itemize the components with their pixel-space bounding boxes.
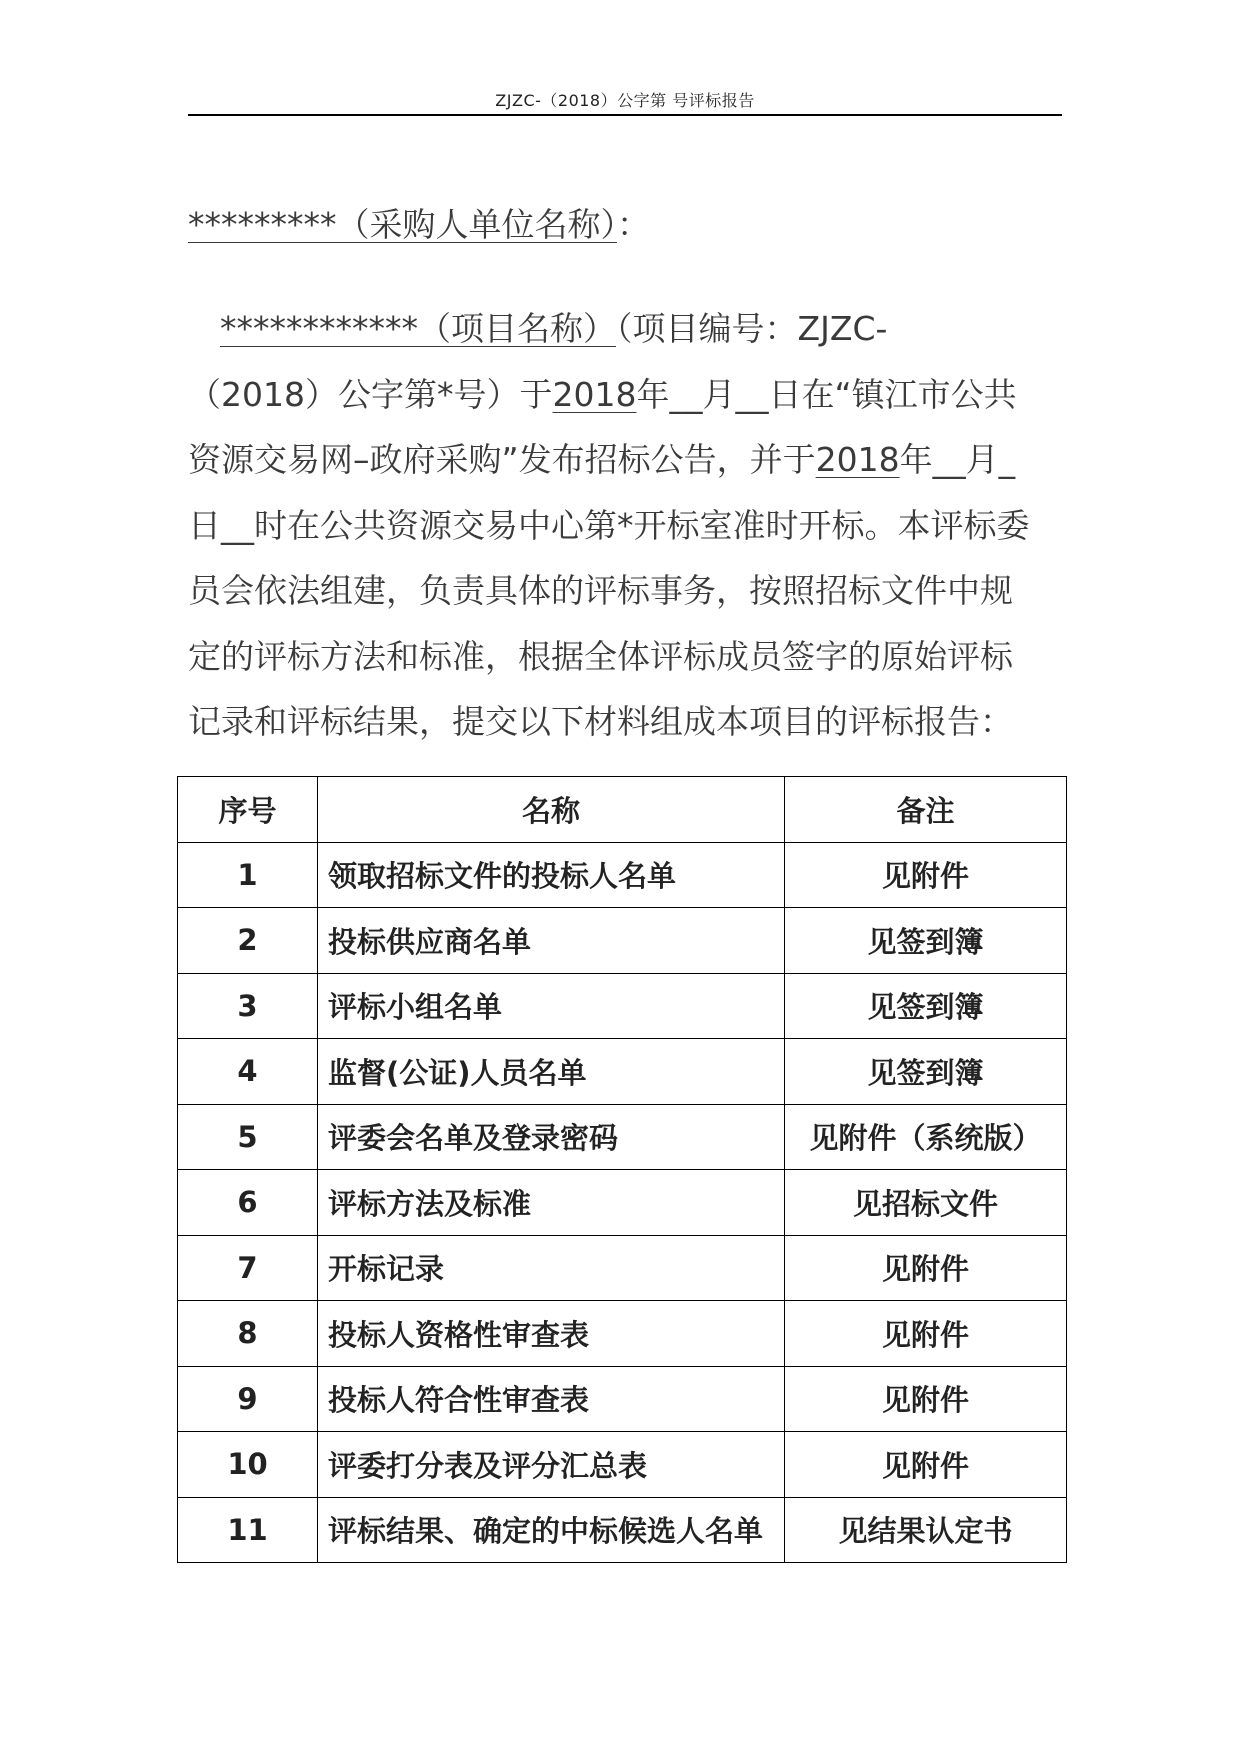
row-name: 监督(公证)人员名单 xyxy=(318,1039,785,1105)
paragraph-line-7: 记录和评标结果，提交以下材料组成本项目的评标报告： xyxy=(188,702,1013,741)
row-number: 8 xyxy=(178,1301,318,1367)
letter-paragraph xyxy=(188,296,1068,755)
table-row xyxy=(178,1104,1067,1170)
row-number: 1 xyxy=(178,842,318,908)
column-header-name: 名称 xyxy=(318,777,785,843)
row-note: 见附件 xyxy=(785,1366,1067,1432)
table-row xyxy=(178,1366,1067,1432)
row-name: 评委会名单及登录密码 xyxy=(318,1104,785,1170)
project-number-text: （项目编号：ZJZC- xyxy=(616,309,888,348)
row-note: 见附件 xyxy=(785,1432,1067,1498)
paragraph-line-3-end: 年__月_ xyxy=(899,440,1016,479)
row-number: 7 xyxy=(178,1235,318,1301)
table-row xyxy=(178,1497,1067,1563)
row-number: 11 xyxy=(178,1497,318,1563)
row-name: 评标方法及标准 xyxy=(318,1170,785,1236)
row-name: 投标人资格性审查表 xyxy=(318,1301,785,1367)
row-name: 评委打分表及评分汇总表 xyxy=(318,1432,785,1498)
opening-year: 2018 xyxy=(815,440,900,479)
row-number: 3 xyxy=(178,973,318,1039)
paragraph-line-6: 定的评标方法和标准，根据全体评标成员签字的原始评标 xyxy=(188,636,1013,676)
table-row xyxy=(178,1235,1067,1301)
paragraph-line-5: 员会依法组建，负责具体的评标事务，按照招标文件中规 xyxy=(188,571,1013,610)
table-row xyxy=(178,1301,1067,1367)
table-row xyxy=(178,1170,1067,1236)
announce-year: 2018 xyxy=(552,374,637,414)
table-row xyxy=(178,1039,1067,1105)
row-note: 见附件 xyxy=(785,842,1067,908)
row-note: 见附件（系统版） xyxy=(785,1104,1067,1170)
row-name: 投标人符合性审查表 xyxy=(318,1366,785,1432)
paragraph-line-2-end: 年__月__日在“镇江市公共 xyxy=(636,374,1017,414)
page-header-title: ZJZC-（2018）公字第 号评标报告 xyxy=(495,91,755,110)
row-number: 10 xyxy=(178,1432,318,1498)
table-row xyxy=(178,1432,1067,1498)
row-note: 见招标文件 xyxy=(785,1170,1067,1236)
row-name: 领取招标文件的投标人名单 xyxy=(318,842,785,908)
table-header-row xyxy=(178,777,1067,843)
column-header-number: 序号 xyxy=(178,777,318,843)
row-name: 投标供应商名单 xyxy=(318,908,785,974)
paragraph-line-2-start: （2018）公字第*号）于 xyxy=(188,374,553,414)
salutation-recipient: *********（采购人单位名称） xyxy=(188,205,617,244)
paragraph-line-4: 日__时在公共资源交易中心第*开标室准时开标。本评标委 xyxy=(188,505,1030,545)
table-row xyxy=(178,908,1067,974)
row-note: 见签到簿 xyxy=(785,1039,1067,1105)
row-note: 见附件 xyxy=(785,1301,1067,1367)
row-number: 2 xyxy=(178,908,318,974)
row-note: 见签到簿 xyxy=(785,973,1067,1039)
row-number: 6 xyxy=(178,1170,318,1236)
paragraph-line-2 xyxy=(188,362,1068,428)
row-number: 4 xyxy=(178,1039,318,1105)
project-name-placeholder: ************（项目名称） xyxy=(220,309,616,348)
salutation xyxy=(188,202,650,248)
paragraph-line-3 xyxy=(188,427,1068,493)
row-note: 见附件 xyxy=(785,1235,1067,1301)
salutation-colon: ： xyxy=(617,205,650,244)
row-number: 9 xyxy=(178,1366,318,1432)
column-header-note: 备注 xyxy=(785,777,1067,843)
row-name: 评标结果、确定的中标候选人名单 xyxy=(318,1497,785,1563)
row-name: 开标记录 xyxy=(318,1235,785,1301)
table-row xyxy=(178,842,1067,908)
row-note: 见结果认定书 xyxy=(785,1497,1067,1563)
materials-table xyxy=(177,776,1067,1563)
row-number: 5 xyxy=(178,1104,318,1170)
paragraph-line-1 xyxy=(188,296,1068,362)
paragraph-line-3-start: 资源交易网–政府采购”发布招标公告，并于 xyxy=(188,440,816,479)
header-divider xyxy=(188,114,1062,116)
row-note: 见签到簿 xyxy=(785,908,1067,974)
row-name: 评标小组名单 xyxy=(318,973,785,1039)
table-row xyxy=(178,973,1067,1039)
